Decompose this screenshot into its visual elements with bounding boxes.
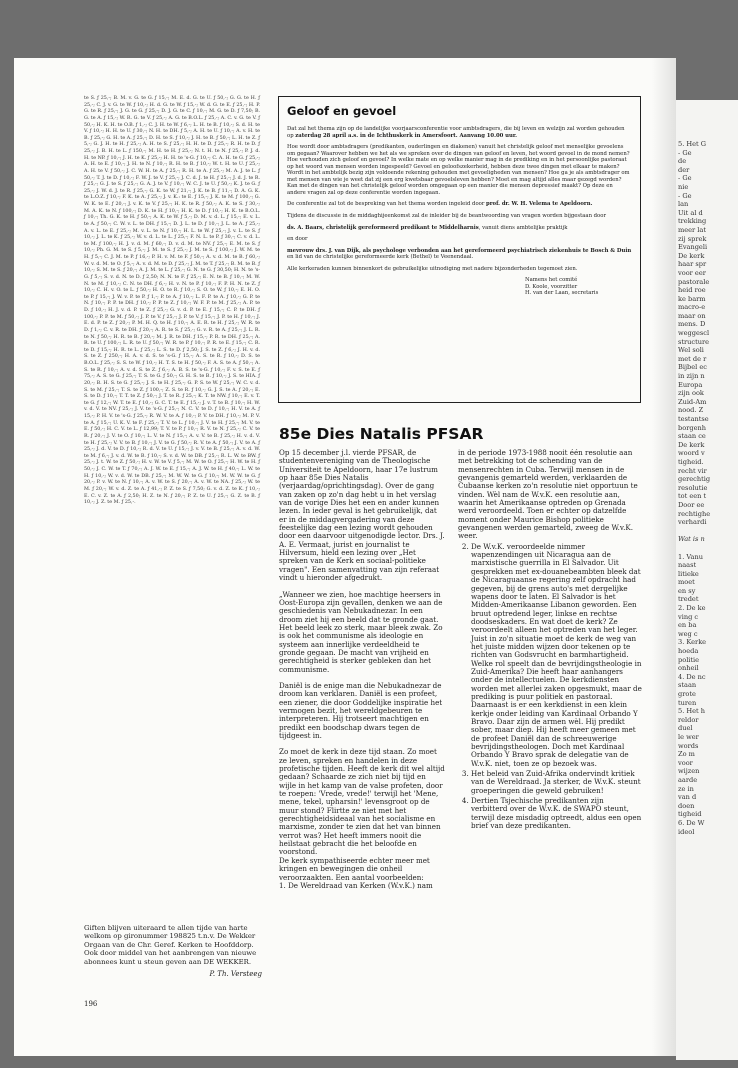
article-list-item-3: 3. Het beleid van Zuid-Afrika ondervindt kritiek van de Wereldraad. Ja sterker, de W.v.K. steunt groeperingen die geweld gebruiken! xyxy=(471,770,642,795)
adjacent-page-line: grote xyxy=(678,690,696,698)
adjacent-page-line: naast xyxy=(678,561,697,570)
box-person-1-name: ds. A. Baars, christelijk gereformeerd predikant te Middelharnis xyxy=(287,224,479,231)
adjacent-page-line: resolutie xyxy=(678,483,708,492)
adjacent-page-line: haar spr xyxy=(678,260,707,269)
adjacent-page-line: voor eer xyxy=(678,268,706,277)
adjacent-page-edge xyxy=(676,100,738,1060)
adjacent-page-line: tredet xyxy=(678,595,699,604)
adjacent-page-line: Wel soli xyxy=(678,346,704,355)
article-list-item-2: 2. De W.v.K. veroordeelde nimmer wapenzendingen uit Nicaragua aan de marxistische guerrilla in El Salvador. Uit gesprekken met ex-douanebeambten bleek dat de Nicaraguaanse regering zelf opdracht had gegeven, bij de grens auto's met dergelijke wapens door te laten. El Salvador is het Midden-Amerikaanse Libanon geworden. Een bruut optredend leger, linkse en rechtse doodseskaders. En wat doet de kerk? Ze veroordeelt alleen het optreden van het leger. Juist in zo'n situatie moet de kerk de weg van het juiste midden wijzen door tekenen op te richten van Godsvrucht en barmhartigheid. Welke rol speelt dan de bevrijdingstheologie in Zuid-Amerika? Die heeft haar aanhangers onder de intellectuelen. De kerkdiensten worden met allerlei zaken opgesmukt, maar de prediking is puur politiek en pastoraal. Daarnaast is er een kerkdienst in een klein kerkje onder leiding van Kardinaal Orbando Y Bravo. Daar zijn de armen wèl. Hij predikt sober, maar diep. Hij heeft meer gemeen met de profeet Daniël dan de schreeuwerige bevrijdingstheologen. Doch met Kardinaal Orbando Y Bravo sprak de delegatie van de W.v.K. niet, toen ze op bezoek was. xyxy=(471,543,642,768)
adjacent-page-line: staan xyxy=(678,681,697,690)
adjacent-page-line: recht vir xyxy=(678,466,707,475)
adjacent-page-line: zijn ook xyxy=(678,389,704,398)
article-paragraph-3: Daniël is de enige man die Nebukadnezar de droom kan verklaren. Daniël is een profeet, een ziener, die door Goddelijke inspiratie het vermogen bezit, het wereldgebeuren te interpreteren. Hij trotseert machtigen en predikt een boodschap dwars tegen de tijdgeest in. xyxy=(279,680,443,740)
adjacent-page-line: reldor xyxy=(678,715,699,724)
adjacent-page-line: Evangeli xyxy=(678,243,708,252)
adjacent-page-line: verhardi xyxy=(678,518,707,527)
adjacent-page-line: weggescl xyxy=(678,329,710,338)
adjacent-page-line: testantse xyxy=(678,415,709,423)
adjacent-page-line: Zo m xyxy=(678,750,695,759)
adjacent-page-line: en ba xyxy=(678,621,697,630)
adjacent-page-line: Uit al d xyxy=(678,208,703,217)
adjacent-page-line: aarde xyxy=(678,775,698,784)
article-paragraph-1: Op 15 december j.l. vierde PFSAR, de studentenvereniging van de Theologische Universiteit te Apeldoorn, haar 17e lustrum op haar 85e Dies Natalis (verjaardag/oprichtingsdag). Over de gang van zaken op zo'n dag hebt u in het verslag van de vorige Dies het een en ander kunnen lezen. In ieder geval is het gebruikelijk, dat er in de middagvergadering van deze feestelijke dag een lezing wordt gehouden door een daarvoor uitgenodigde lector. Drs. J. A. E. Vermaat, jurist en journalist te Hilversum, hield een lezing over „Het spreken van de Kerk en sociaal-politieke vragen". Een samenvatting van zijn referaat vindt u hieronder afgedrukt. xyxy=(279,448,445,583)
article-title: 85e Dies Natalis PFSAR xyxy=(279,425,484,443)
adjacent-page-line: rechtighe xyxy=(678,509,711,518)
adjacent-page-line: - Ge xyxy=(678,148,692,157)
adjacent-page-line: 2. De ke xyxy=(678,604,706,613)
adjacent-page-line: van d xyxy=(678,793,697,802)
adjacent-page-line: words xyxy=(678,741,699,750)
adjacent-page-line xyxy=(678,527,738,536)
page-gutter-shadow xyxy=(652,58,676,1056)
adjacent-page-line: ze in xyxy=(678,784,694,793)
adjacent-page-line: doen xyxy=(678,801,695,810)
adjacent-page-line: onheil xyxy=(678,664,699,673)
donations-list xyxy=(84,96,260,507)
adjacent-page-line: in zijn n xyxy=(678,372,705,381)
adjacent-page-line: weg c xyxy=(678,629,698,638)
article-column-2 xyxy=(458,449,642,832)
adjacent-page-line: ke barm xyxy=(678,294,706,303)
box-speaker-pre: De conferentie zal tot de bespreking van het thema worden ingeleid door xyxy=(287,201,487,208)
adjacent-page-line: tot een t xyxy=(678,492,707,501)
box-person-2-suffix: en lid van de christelijke gereformeerde kerk (Bethel) te Veenendaal. xyxy=(287,254,474,261)
box-person-2 xyxy=(287,248,632,261)
adjacent-page-line: 5. Het G xyxy=(678,140,707,148)
committee-member-1: D. Koole, voorzitter xyxy=(525,283,578,290)
adjacent-page-line: en sy xyxy=(678,586,696,595)
committee-member-2: H. van der Laan, secretaris xyxy=(525,290,599,297)
adjacent-page-line: 5. Het h xyxy=(678,707,706,716)
article-paragraph-4: Zo moet de kerk in deze tijd staan. Zo moet ze leven, spreken en handelen in deze profetische tijden. Heeft de kerk dit wel altijd gedaan? Schaarde ze zich niet bij tijd en wijle in het kamp van de valse profeten, door te roepen: 'Vrede, vrede!' terwijl het 'Mene, mene, tekel, upharsin!' levensgroot op de muur stond? Flirtte ze niet met het gerechtigheidsideaal van het socialisme en marxisme, zonder te zien dat het van binnen verrot was? Het heeft immers nooit die heilstaat gebracht die het beloofde en voorstond. xyxy=(279,747,445,857)
adjacent-page-line: zij sprek xyxy=(678,234,707,243)
adjacent-page-line: mens. D xyxy=(678,320,706,329)
adjacent-page-line: trekking xyxy=(678,217,707,226)
adjacent-page-line: ving c xyxy=(678,612,699,621)
announcement-box xyxy=(278,96,641,403)
adjacent-page-line: litieke xyxy=(678,569,699,578)
article-paragraph-5: De kerk sympathiseerde echter meer met kringen en bewegingen die onheil veroorzaakten. Een aantal voorbeelden: xyxy=(279,855,430,882)
box-intro-text: Dat zal het thema zijn op de landelijke voorjaarsconferentie voor ambtsdragers, die bij leven en welzijn zal worden gehouden op xyxy=(287,126,625,139)
adjacent-page-line: Europa xyxy=(678,380,703,389)
adjacent-page-line: lan xyxy=(678,200,689,209)
box-person-1 xyxy=(287,225,632,232)
article-list-item-4: 4. Dertien Tsjechische predikanten zijn verbitterd over de W.v.K. de SWAPO steunt, terwijl deze misdadig optreedt, aldus een open brief van deze predikanten. xyxy=(471,797,642,830)
adjacent-page-line: duel xyxy=(678,724,693,733)
adjacent-page-line: met de r xyxy=(678,354,707,363)
adjacent-page-line: structure xyxy=(678,337,710,346)
adjacent-page-line xyxy=(678,544,738,553)
committee-signature xyxy=(525,277,632,297)
adjacent-page-line: - Ge xyxy=(678,174,692,183)
adjacent-page-line: voor xyxy=(678,758,693,767)
adjacent-page-line: nood. Z xyxy=(678,406,704,415)
adjacent-page-line: Wat is n xyxy=(678,535,705,544)
adjacent-page-line: tigheid xyxy=(678,810,702,819)
adjacent-page-line: De kerk xyxy=(678,251,705,260)
adjacent-page-line: - Ge xyxy=(678,191,692,200)
article-column-1 xyxy=(279,449,445,898)
adjacent-page-line: staan ce xyxy=(678,432,706,441)
adjacent-page-line: woord v xyxy=(678,449,705,458)
box-intro xyxy=(287,126,632,139)
author-signature: P. Th. Versteeg xyxy=(209,970,262,978)
adjacent-page-line: heid roe xyxy=(678,286,706,295)
adjacent-page-line: hoeda xyxy=(678,647,699,656)
adjacent-page-line: De kerk xyxy=(678,440,705,449)
adjacent-page-line: nie xyxy=(678,182,689,191)
adjacent-page-line: moet xyxy=(678,578,695,587)
adjacent-page-line: le wer xyxy=(678,732,699,741)
closing-paragraph-1: Giften blijven uiteraard te allen tijde van harte welkom op gironummer 198825 t.n.v. De Wekker Orgaan van de Chr. Geref. Kerken te Hoofddorp. xyxy=(84,924,256,949)
box-person-1-suffix: , vanuit diens ambtelijke praktijk xyxy=(478,224,568,231)
article-item-1-continued: in de periode 1973-1988 nooit één resolutie aan met betrekking tot de schending van de mensenrechten in Cuba. Terwijl mensen in de gevangenis gemarteld werden, verklaarden de Cubaanse kerken zo'n resolutie niet opportuun te vinden. Wèl nam de W.v.K. een resolutie aan, waarin het Amerikaanse optreden op Grenada werd veroordeeld. Toen er echter op datzelfde moment onder Maurice Bishop politieke gevangenen werden gemarteld, zweeg de W.v.K. weer. xyxy=(458,448,638,541)
box-title: Geloof en gevoel xyxy=(287,104,397,118)
adjacent-page-line: borgenh xyxy=(678,423,706,432)
adjacent-page-line: der xyxy=(678,165,690,174)
adjacent-page-line: Door ee xyxy=(678,500,705,509)
adjacent-page-line: 6. De W xyxy=(678,818,705,827)
adjacent-page-line: meer lat xyxy=(678,225,706,234)
donations-text: te S. ƒ 25,-; B. M. v. G. te G. ƒ 15,-; M. E. d. G. te U. ƒ 50,-; G. G. te H. ƒ 25,-; C. J. v. G. te W. ƒ 10,-; H. d. G. te W. ƒ 15,-; W. d. G. te E. ƒ 25,-; H. P. G. te R. ƒ 25,-; J. G. te G. ƒ 25,-; D. J. G. te C. ƒ 10,-; M. G. te D. ƒ 7,50; B. G. te A. ƒ 15,-; W. R. G. te V. ƒ 25,-; A. G. te B.O.L. ƒ 25,-; A. C. v. G. te V. ƒ 50,-; H. K. H. te O.B. ƒ 1,-; C. J. H. te W. ƒ 6,-; L. H. te B. ƒ 10,-; S. d. H. te V. ƒ 10,-; H. H. te U. ƒ 30,-; N. H. te DH. ƒ 5,-; A. H. te U. ƒ 10,-; A. v. H. te B. ƒ 25,-; G. H. te A. ƒ 25,-; D. H. te S. ƒ 10,-; J. H. te B. ƒ 50,-; L. H. te Z. ƒ 5,-; G. J. H. te H. ƒ 25,-; A. H. te S. ƒ 25,-; H. H. te D. ƒ 25,-; R. H. te D. ƒ 25,-; J. B. H. te L. ƒ 150,-; M. H. te H. ƒ 25,-; N. t. H. te N. ƒ 25,-; P. J. d. H. te NP. ƒ 10,-; J. H. te K. ƒ 25,-; H. H. te 's-G. ƒ 10,-; C. A. H. te G. ƒ 25,-; A. H. te E. ƒ 10,-; J. H. te N. ƒ 10,-; R. H. te B. ƒ 10,-; W. t. H. te U. ƒ 25,-; A. H. te V. ƒ 50,-; J. C. W. H. te A. ƒ 25,-; R. H. te A. ƒ 25,-; M. A. J. te L. ƒ 50,-; T. J. te D. ƒ 10,-; F. W. J. te V. ƒ 25,-; J. C. d. J. te H. ƒ 25,-; J. d. J. te R. ƒ 25,-; G. J. te S. ƒ 25,-; G. A. J. te V. ƒ 10,-; W. C. J. te U. ƒ 50,-; K. J. te G. ƒ 25,-; J. W. d. J. te R. ƒ 25,-; G. K. te W. ƒ 21,-; J. K. te B. ƒ 11,-; D. A. G. K. te L.O.Z. ƒ 10,-; F. K. te A. ƒ 25,-; J. v. K.: te E. ƒ 15,-; J. K. te M. ƒ 100,-; G. W. K. te E. ƒ 20,-; J. v. K. te V. ƒ 25,-; H. K. te R. ƒ 50,-; A. K. te S. ƒ 30,-; M. A. K. te N. ƒ 100,-; D. K. te H. ƒ 10,-; H. K. te D. ƒ 10,-; H. K. te B.O.L. ƒ 10,-; Th. G. K. te H. ƒ 50,-; A. K. te W. ƒ 5,-; D. M. v. d. L. ƒ 15,-; E. v. L. te A. ƒ 50,-; C. W. v. L. te DH. ƒ 15,-; D. J. L. te D. ƒ 10,-; J. L. te A. ƒ 25,-; A. v. L. te E. ƒ 25,-; M. v. L. te N. ƒ 10,-; H. L. te W. ƒ 25,-; J. v. L. te S. ƒ 10,-; J. L. te K. ƒ 25,-; W. v. d. L. te L. ƒ 25,-; F. N. L. te P. ƒ 30,-; C. v. d. L. te M. ƒ 100,-; H. J. v. d. M. ƒ 60,-; D. v. d. M. te NV. ƒ 25,-; E. M. te S. ƒ 10,-; Ph. G. M. te S. ƒ 5,-; J. M. te S. ƒ 25,-; J. M. te S. ƒ 100,-; J. W. M. te H. ƒ 5,-; C. J. M. te P. ƒ 16,-; P. H. v. M. te F. ƒ 50,-; A. v. d. M. te B. ƒ 60,-; W. v. d. M. te O. ƒ 5,-; A. v. d. M. te D. ƒ 25,-; J. M. te T. ƒ 25,-; B. M. te B. ƒ 10,-; S. M. te S. ƒ 20,-; A. J. M. te L. ƒ 25,-; G. N. te G. ƒ 30,50; H. N. te 's-G. ƒ 5,-; S. v. d. N. te D. ƒ 2,50; N. N. te F. ƒ 25,-; E. N. te B. ƒ 10,-; M. W. N. te M. ƒ 10,-; C. N. te DH. ƒ 6,-; H. v. N. te P. ƒ 10,-; F. P. H. N. te Z. ƒ 10,-; C. H. v. O. te L. ƒ 50,-; H. O. te R. ƒ 10,-; S. O. te W. ƒ 10,-; E. H. O. te P. ƒ 15,-; J. W. v. P. te P. ƒ 1,-; P. te A. ƒ 10,-; L. F. P. te A. ƒ 10,-; G. P. te N. ƒ 10,-; P. P. te DH. ƒ 10,-; P. P. te Z. ƒ 10,-; W. F. P. te M. ƒ 25,-; A. P. te D. ƒ 10,-; H. J. v. d. P. te Z. ƒ 25,-; G. v. d. P. te E. ƒ 15,-; C. P. te DH. ƒ 100,-; P. P. te M. ƒ 50,-; J. P. te V. ƒ 25,-; J. P. te V. ƒ 15,-; J. P. te H. ƒ 10,-; J. E. d. P. te Z. ƒ 20,-; P. M. H. Q. te H. ƒ 10,-; A. E. R. te H. ƒ 25,-; W. R. te D. ƒ 1,-; C. v. R. te DH. ƒ 20,-; A. R. te S. ƒ 25,-; G. v. R. te A. ƒ 25,-; J. L. R. te N. ƒ 50,-; H. R. te B. ƒ 20,-; M. J. R. te DH. ƒ 15,-; P. R. te DH. ƒ 25,-; A. R. te U. ƒ 100,-; L. R. te U. ƒ 50,-; W. R. te P. ƒ 10,-; P. R. te E. ƒ 15,-; C. R. te D. ƒ 15,-; H. R. te L. ƒ 25,-; L. S. te D. ƒ 2,50; J. S. te Z. ƒ 6,-; J. H. v. d. S. te Z. ƒ 250,-; H. A. v. d. S. te 's-G. ƒ 15,-; A. S. te R. ƒ 10,-; D. S. te B.O.L. ƒ 25,-; S. S. te W. ƒ 10,-; H. T. S. te H. ƒ 50,-; F. A. S. te A. ƒ 50,-; A. S. te R. ƒ 10,-; A. v. d. S. te Z. ƒ 6,-; A. B. S. te 's-G. ƒ 10,-; F. v. S. te E. ƒ 75,-; A. S. te G. ƒ 25,-; T. S. te G. ƒ 50,-; G. H. S. te B. ƒ 10,-; J. S. te HIA. ƒ 20,-; B. H. S. te G. ƒ 25,-; J. S. te H. ƒ 25,-; G. P. S. te W. ƒ 25,-; W. C. v. d. S. te M. ƒ 25,-; T. S. te Z. ƒ 100,-; Z. S. te R. ƒ 10,-; G. J. S. te A. ƒ 20,-; E. S. te D. ƒ 10,-; T. T. te Z. ƒ 50,-; J. T. te R. ƒ 25,-; K. T. te NW. ƒ 10,-; E. v. T. te G. ƒ 12,-; W. T. te E. ƒ 10,-; G. C. T. te E. ƒ 15,-; J. v. T. te B. ƒ 10,-; H. W. v. d. V. te NV. ƒ 25,-; J. V. te 's-G. ƒ 25,-; N. C. V. te D. ƒ 10,-; H. V. te A. ƒ 15,-; P. H. V. te 's-G. ƒ 25,-; R. W. V. te A. ƒ 10,-; P. V. te DH. ƒ 10,-; M. P. V. te A. ƒ 15,-; U. K. V. te F. ƒ 25,-; T. V. te L. ƒ 10,-; J. V. te H. ƒ 25,-; M. V. te E. ƒ 50,-; H. C. V. te L. ƒ 12,99; T. V. te P. ƒ 10,-; R. V. te N. ƒ 25,-; C. V. te R. ƒ 20,-; J. V. te O. ƒ 10,-; L. V. te N. ƒ 15,-; A. v. V. te B. ƒ 25,-; H. v. d. V. te H. ƒ 25,-; V. V. te B. ƒ 10,-; J. V. te G. ƒ 50,-; R. V. te A. ƒ 50,-; J. V. te A. ƒ 25,-; J. d. V. te D. ƒ 10,-; R. d. V. te U. ƒ 15,-; J. v. V. te B. ƒ 25,-; A. v. d. W. te M. ƒ 6,-; J. v. d. W. te B. ƒ 10,-; S. v. d. W. te DB. ƒ 25,-; R. L. W. te BW. ƒ 25,-; J. t. W. te Z. ƒ 50,-; H. v. W. te V. ƒ 5,-; M. W. te O. ƒ 25,-; H. W. te H. ƒ 50,-; J. C. W. te T. ƒ 70,-; A. J. W. te E. ƒ 15,-; A. J. W. te H. ƒ 40,-; L. W. te H. ƒ 10,-; W. v. d. W. te DB. ƒ 25,-; M. W. W. te G. ƒ 10,-; M. W. W. te G. ƒ 20,-; P. v. W. te N. ƒ 10,-; A. v. W. te S. ƒ 20,-; A. v. W. te NA. ƒ 25,-; W. te M. ƒ 20,-; W. v. d. Z. te A. ƒ 41,-; P. Z. te S. ƒ 7,50; G. v. d. Z. te K. ƒ 10,-; E. C. v. Z. te A. ƒ 2,50; H. Z. te N. ƒ 20,-; P. Z. te U. ƒ 25,-; G. Z. te B. ƒ 10,-; J. Z. te M. ƒ 25,-. xyxy=(84,96,260,506)
adjacent-page-line: 4. De nc xyxy=(678,672,706,681)
closing-paragraph-2: Ook door middel van het aanbrengen van nieuwe abonnees kunt u steun geven aan DE WEKKER. xyxy=(84,949,257,966)
box-closing: Alle kerkeraden kunnen binnenkort de gebruikelijke uitnodiging met nadere bijzonderheden tegemoet zien. xyxy=(287,265,578,272)
adjacent-page-line: 1. Vanu xyxy=(678,552,703,561)
article-list-item-1-start: 1. De Wereldraad van Kerken (W.v.K.) nam xyxy=(279,880,433,890)
box-speaker xyxy=(287,201,632,208)
adjacent-page-line: politie xyxy=(678,655,700,664)
adjacent-page-line: de xyxy=(678,157,687,166)
page-number: 196 xyxy=(84,1000,98,1008)
adjacent-page-line: tigheid. xyxy=(678,457,704,466)
donation-closing xyxy=(84,924,260,966)
adjacent-page-line: turen xyxy=(678,698,697,707)
adjacent-page-line: pastorale xyxy=(678,277,710,286)
box-session: Tijdens de discussie in de middaghijeenkomst zal de inleider bij de beantwoording van vragen worden bijgestaan door xyxy=(287,213,606,220)
box-intro-date: zaterdag 28 april a.s. in de Ichthuskerk in Amersfoort. Aanvang 10.00 uur. xyxy=(295,132,518,139)
box-speaker-name: prof. dr. W. H. Velema te Apeldoorn. xyxy=(486,201,593,208)
adjacent-page-line: ideol xyxy=(678,827,695,836)
box-person-2-name: mevrouw drs. J. van Dijk, als psychologe verbonden aan het gereformeerd psychiatrisch ziekenhuis te Bosch & Duin xyxy=(287,247,632,254)
adjacent-page-line: Zuid-Am xyxy=(678,397,707,406)
box-questions: Hoe wordt door ambtsdragers (predikanten, ouderlingen en diakenen) vanuit het christelijk geloof met menselijke gevoelens om gegaan? Waarover hebben we het als we spreken over de dingen van geloof en leven, het woord gevoel in de mond nemen? Hoe verhouden zich geloof en gevoel? In welke mate en op welke manier mag in de prediking en in het persoonlijke pastoraat op het woord van mensen worden ingespeeld? Gevoel en geloofszekerheid, hebben deze twee dingen met elkaar te maken? Wordt in het ambtelijk bezig zijn voldoende rekening gehouden met gevoeligheden van mensen? Hoe ga je als ambtsdrager om met mensen van wie je weet dat zij een erg kwetsbaar gevoelsleven hebben? Moet en mag altijd alles maar gezegd worden? Kan met de dingen van het christelijk geloof worden omgegaan op een manier die mensen depressief maakt? Op deze en andere vragen zal op deze conferentie worden ingegaan. xyxy=(287,144,630,196)
adjacent-page-line: 3. Kerke xyxy=(678,638,707,647)
adjacent-page-line: Bijbel ec xyxy=(678,363,707,372)
adjacent-page-line: macro-e xyxy=(678,303,706,312)
adjacent-page-line: maar on xyxy=(678,311,706,320)
article-paragraph-2: „Wanneer we zien, hoe machtige heersers in Oost-Europa zijn gevallen, denken we aan de geschiedenis van Nebukadnezar. In een droom ziet hij een beeld dat te gronde gaat. Het beeld leek zo sterk, maar bleek zwak. Zo is ook het communisme als ideologie en systeem aan innerlijke verdeeldheid te gronde gegaan. De macht van vrijheid en gerechtigheid is sterker gebleken dan het communisme. xyxy=(279,589,443,674)
adjacent-page-line: wijzen xyxy=(678,767,700,776)
article-list xyxy=(458,543,642,831)
adjacent-page-line: gerechtig xyxy=(678,475,711,484)
committee-label: Namens het comité xyxy=(525,277,578,284)
adjacent-page-text xyxy=(678,140,738,836)
box-en-door: en door xyxy=(287,236,308,243)
